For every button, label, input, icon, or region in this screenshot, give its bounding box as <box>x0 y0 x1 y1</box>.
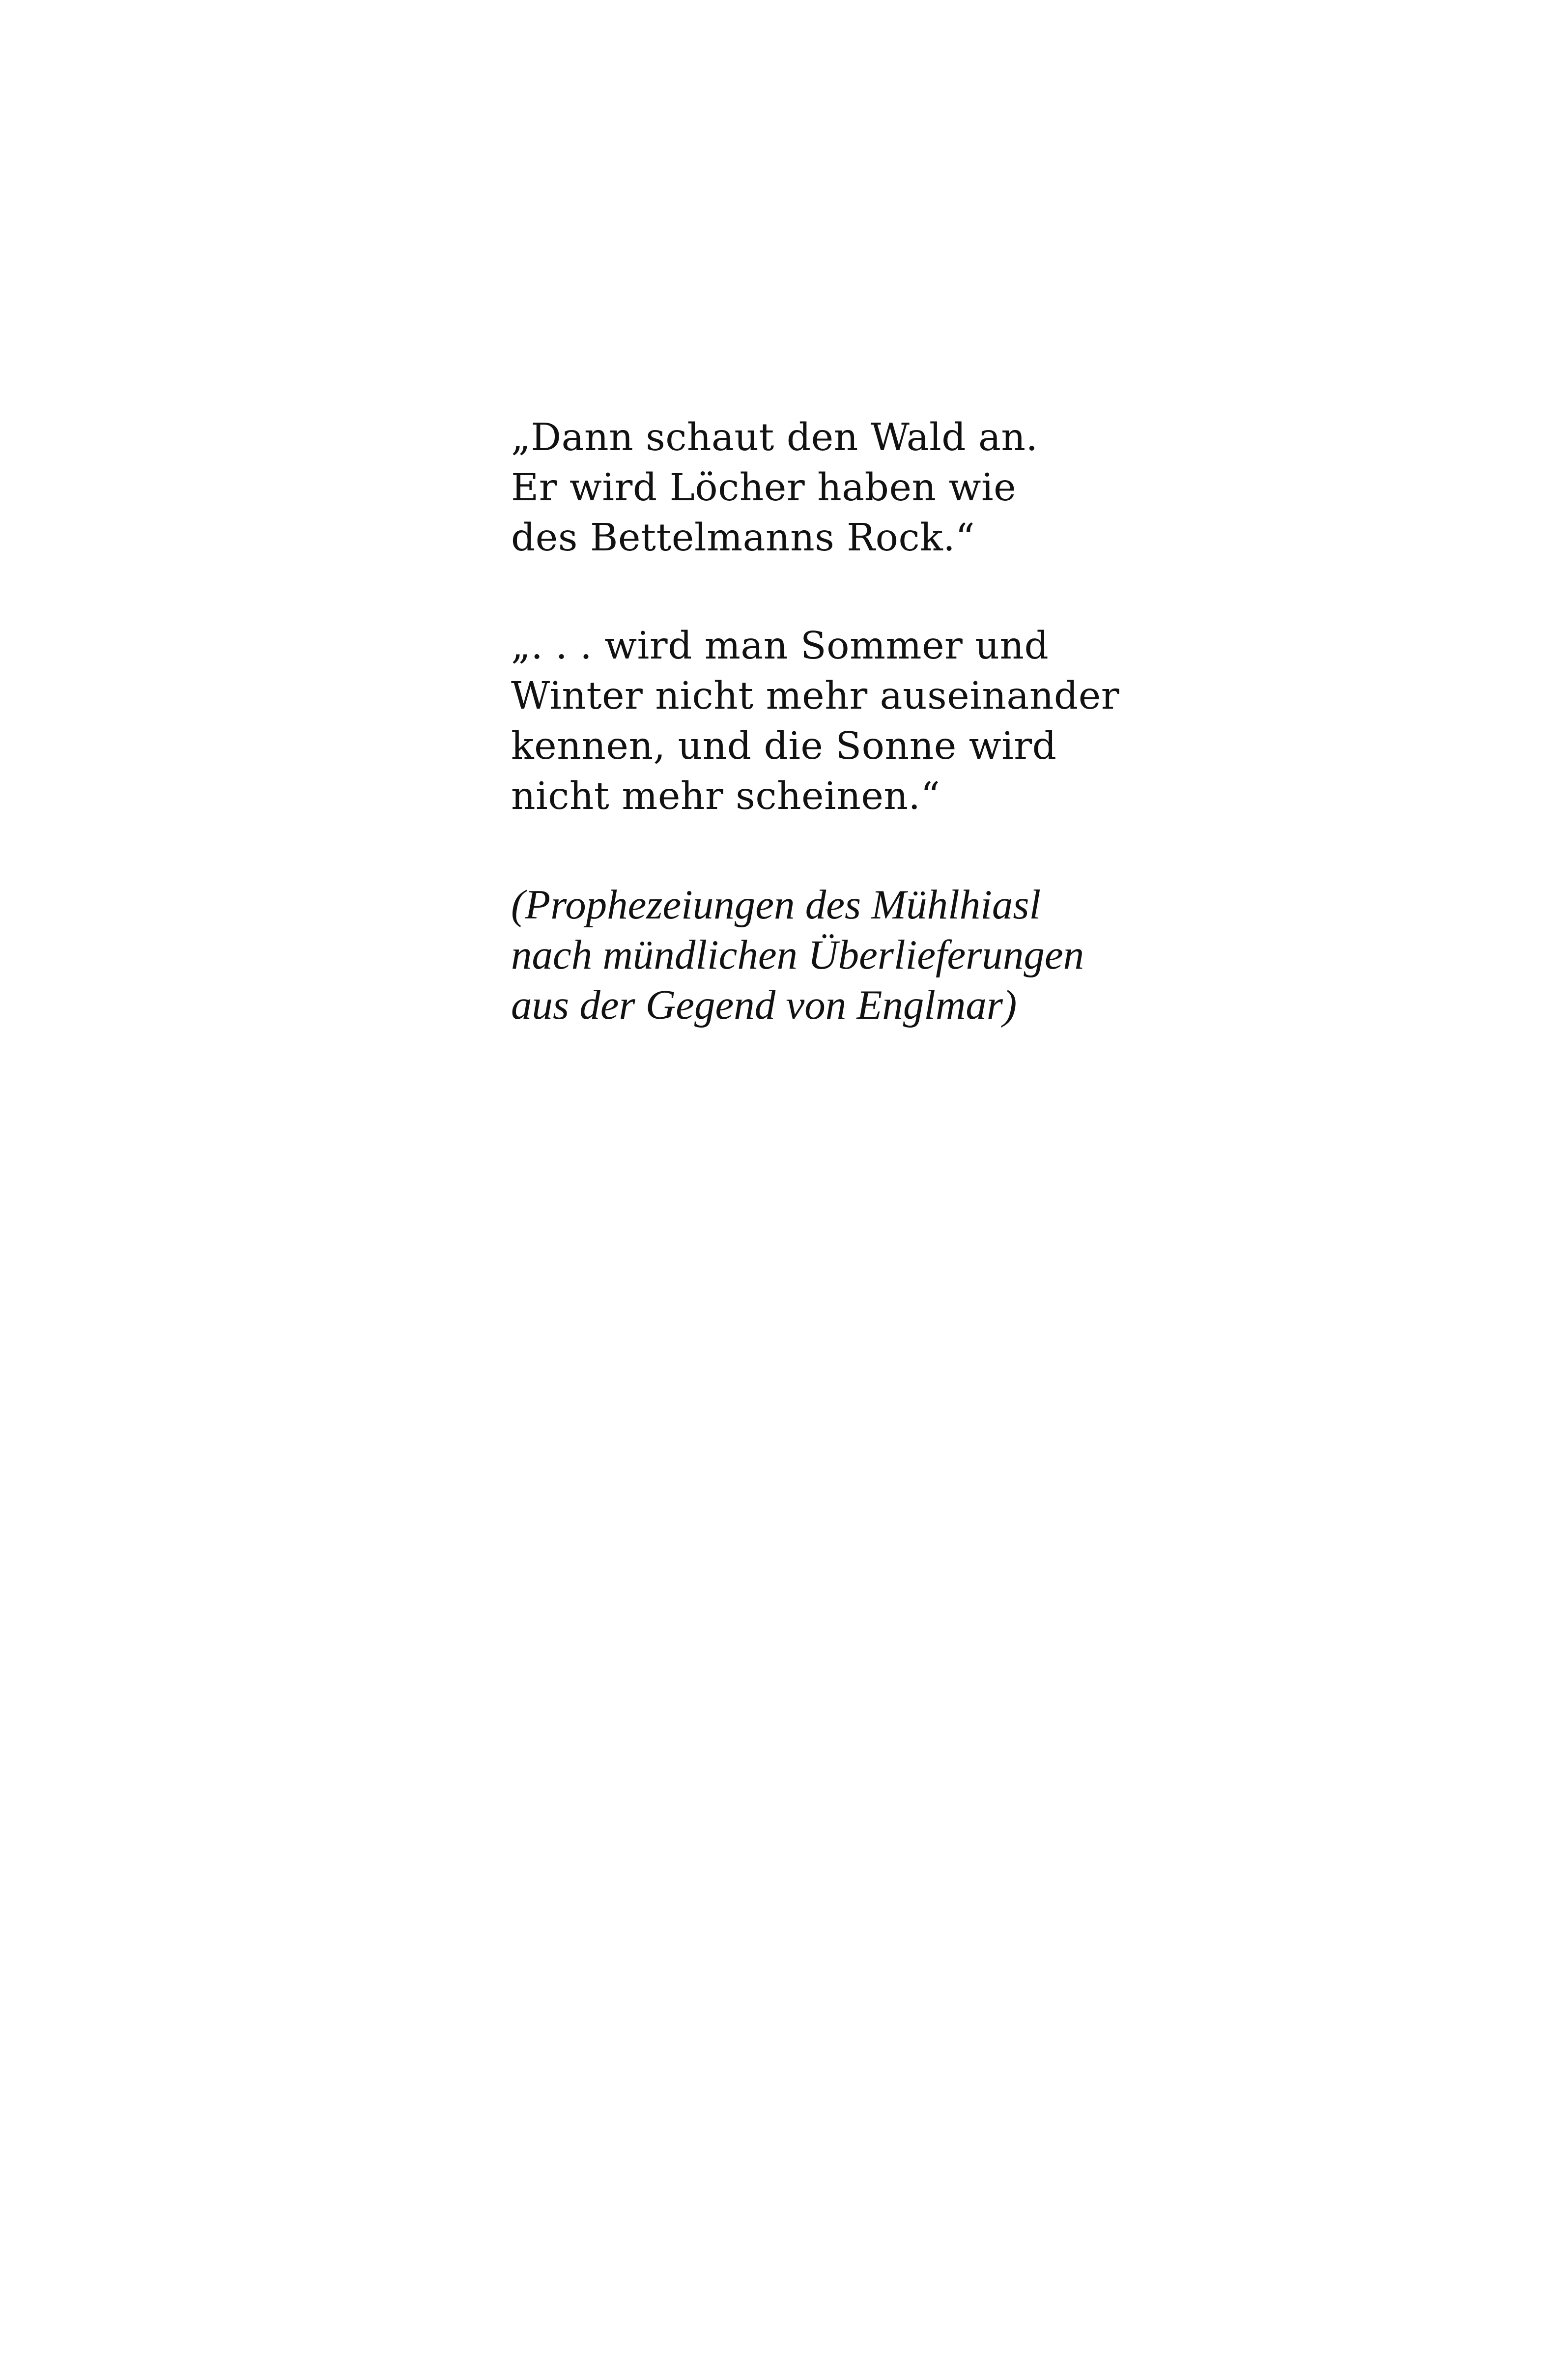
source-line: (Prophezeiungen des Mühlhiasl <box>511 882 1041 928</box>
quote-line: Winter nicht mehr auseinander <box>511 674 1120 718</box>
source-line: aus der Gegend von Englmar) <box>511 982 1017 1028</box>
quote-stanza-2 <box>511 621 1248 822</box>
quote-line: kennen, und die Sonne wird <box>511 724 1057 768</box>
quote-line: „. . . wird man Sommer und <box>511 624 1049 668</box>
quote-stanza-1 <box>511 413 1248 563</box>
quote-line: nicht mehr scheinen.“ <box>511 774 940 818</box>
source-attribution <box>511 880 1248 1030</box>
quote-line: des Bettelmanns Rock.“ <box>511 516 975 560</box>
quote-line: „Dann schaut den Wald an. <box>511 416 1038 459</box>
source-line: nach mündlichen Überlieferungen <box>511 932 1084 978</box>
quote-line: Er wird Löcher haben wie <box>511 466 1017 510</box>
epigraph <box>511 413 1248 1088</box>
